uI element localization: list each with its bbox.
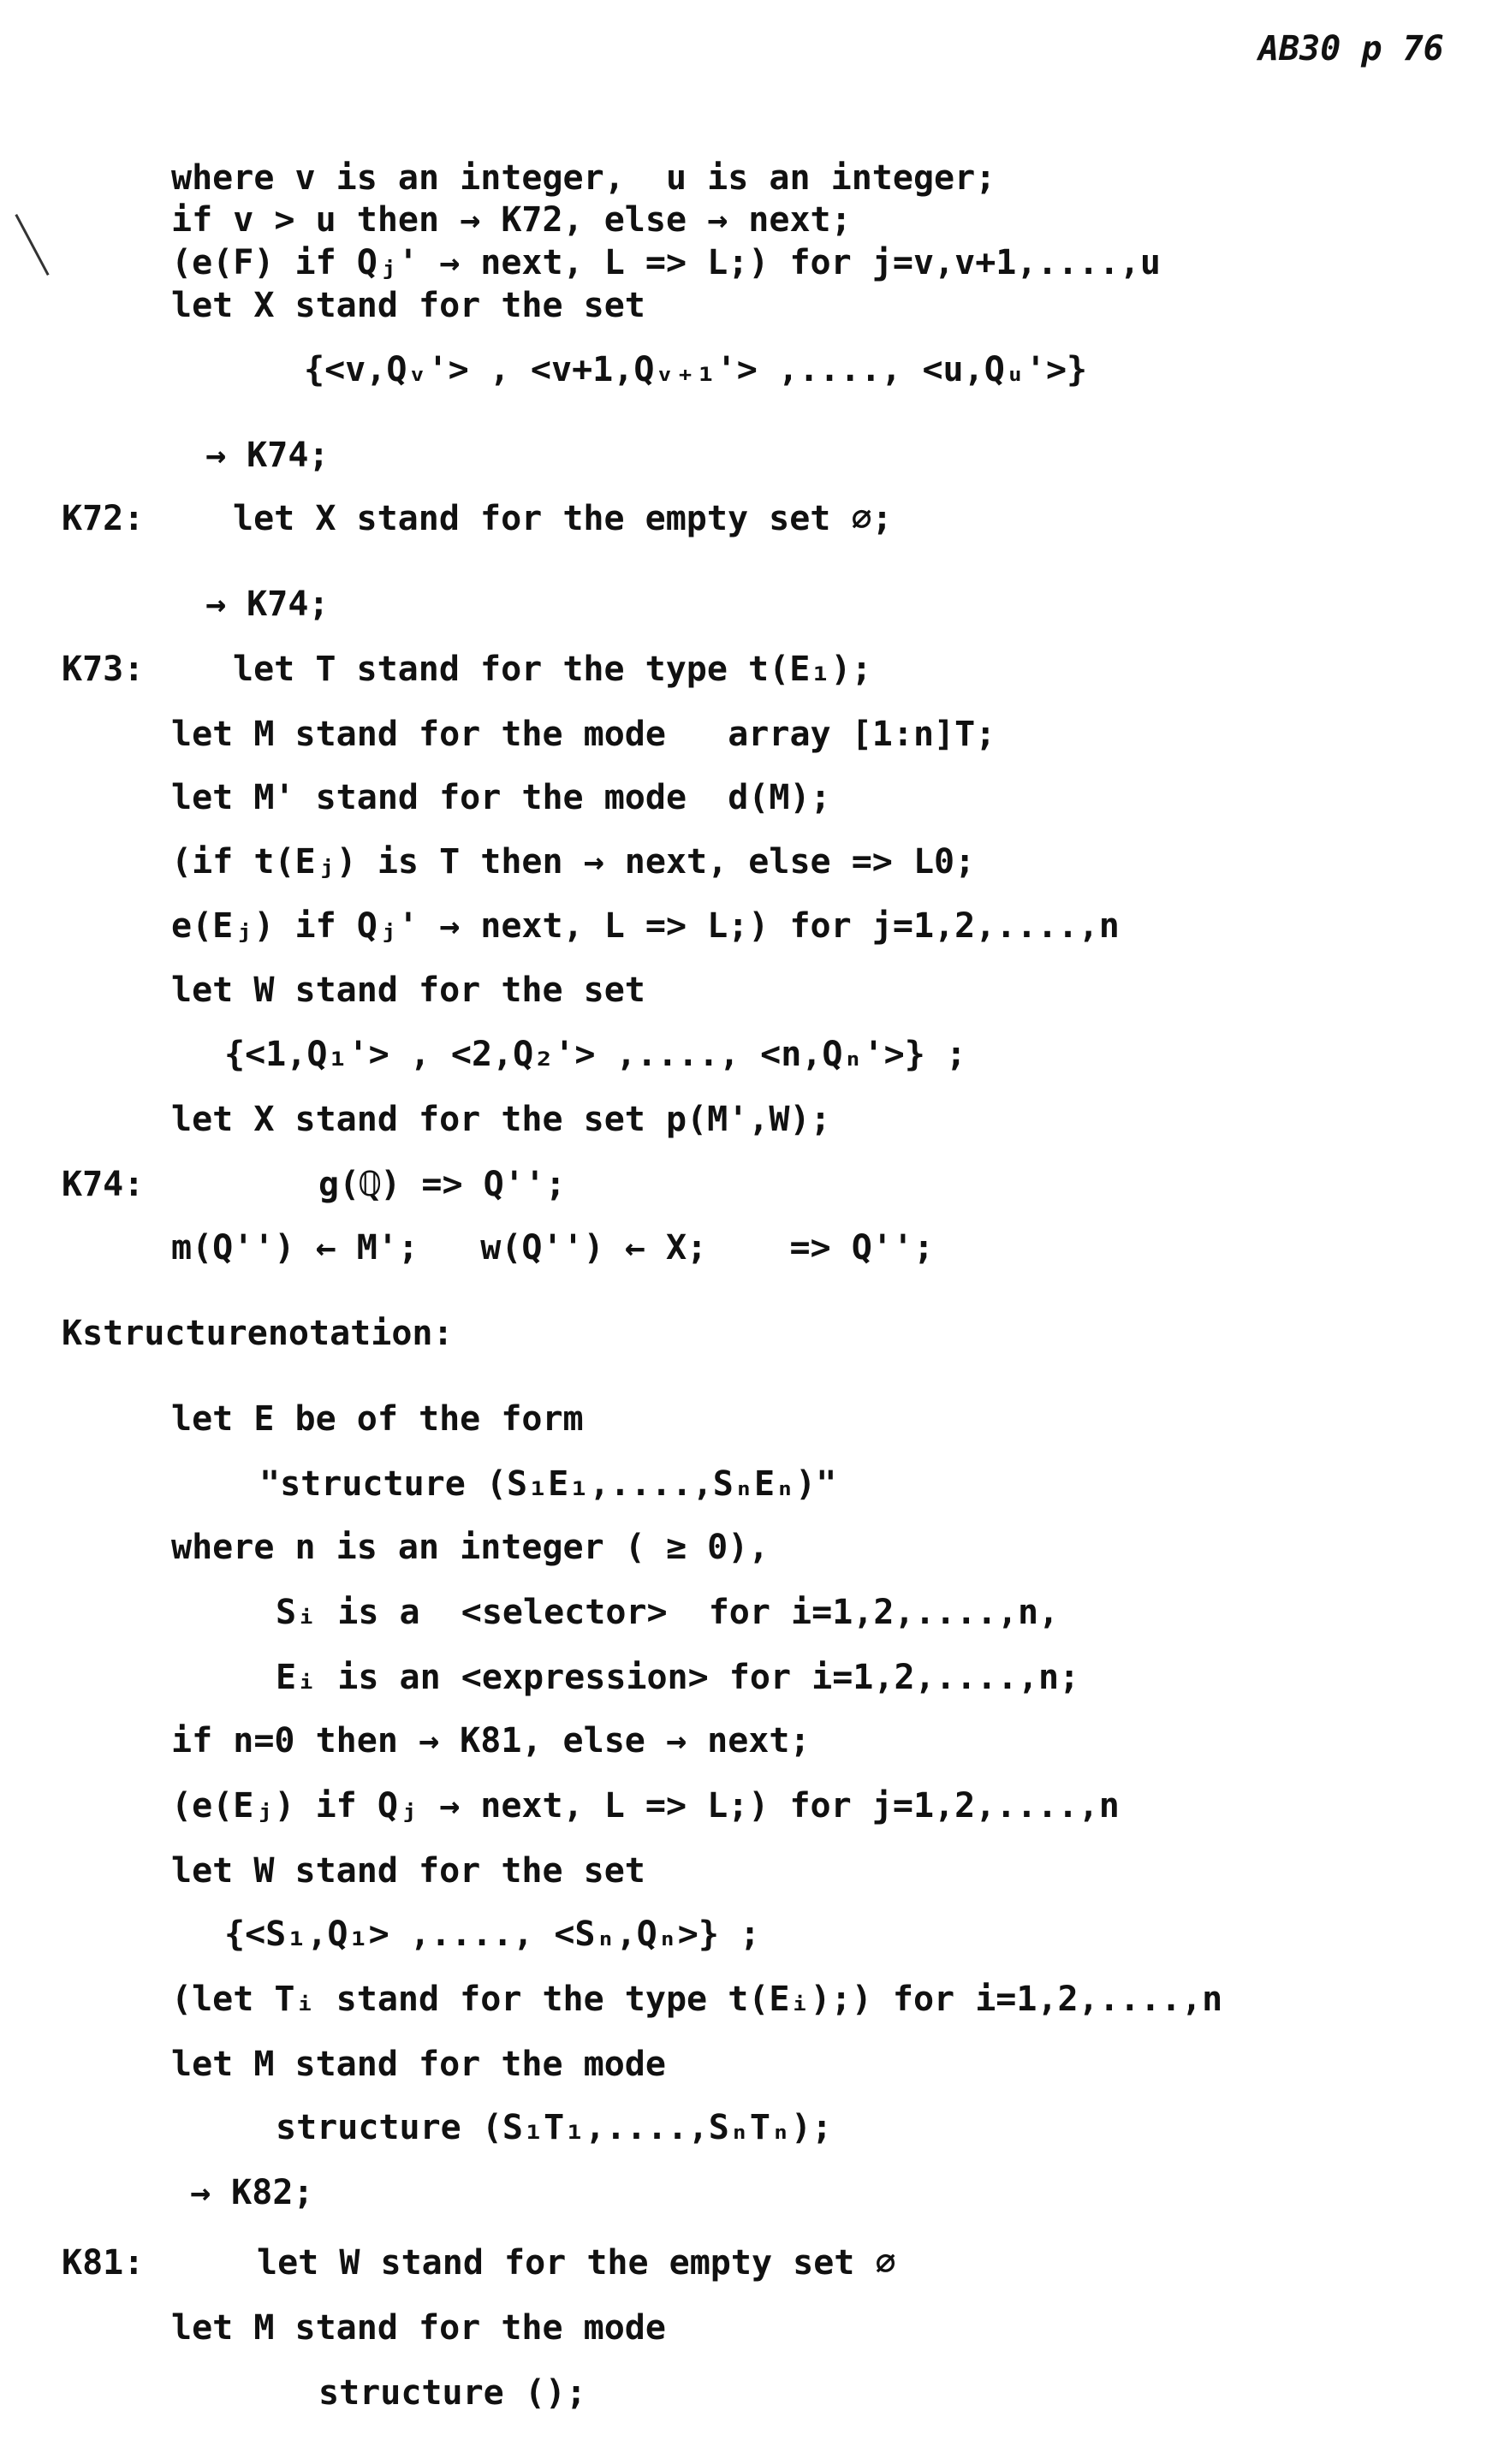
code-line: let M stand for the mode [171,2045,666,2084]
code-line: let M stand for the mode [171,2308,666,2348]
label-k72: K72: [62,499,145,538]
code-line: {<S₁,Q₁> ,...., <Sₙ,Qₙ>} ; [224,1915,761,1954]
code-line: (e(F) if Qⱼ' → next, L => L;) for j=v,v+1,....,u [171,243,1161,282]
section-heading: Kstructurenotation: [62,1314,454,1353]
code-line: "structure (S₁E₁,....,SₙEₙ)" [259,1464,837,1504]
code-line: where v is an integer, u is an integer; [171,158,996,198]
code-line: let X stand for the empty set ∅; [233,499,893,538]
code-line: structure (); [318,2373,587,2413]
label-k81: K81: [62,2243,145,2283]
code-line: → K74; [205,436,330,475]
code-line: if v > u then → K72, else → next; [171,200,852,240]
code-line: let W stand for the empty set ∅ [257,2243,896,2283]
code-line: g(ℚ) => Q''; [318,1165,566,1204]
code-line: let X stand for the set p(M',W); [171,1100,831,1139]
code-line: let X stand for the set [171,286,645,325]
label-k74: K74: [62,1165,145,1204]
code-line: Eᵢ is an <expression> for i=1,2,....,n; [276,1658,1080,1697]
code-line: structure (S₁T₁,....,SₙTₙ); [276,2108,833,2147]
code-line: let M stand for the mode array [1:n]T; [171,715,996,754]
code-line: let E be of the form [171,1399,584,1439]
code-line: let W stand for the set [171,1851,645,1891]
code-line: m(Q'') ← M'; w(Q'') ← X; => Q''; [171,1228,935,1268]
code-line: let T stand for the type t(E₁); [233,650,872,689]
code-line: (let Tᵢ stand for the type t(Eᵢ);) for i=1,2,....,n [171,1980,1223,2019]
code-line: if n=0 then → K81, else → next; [171,1721,811,1760]
page-header: AB30 p 76 [1258,29,1444,68]
code-line: Sᵢ is a <selector> for i=1,2,....,n, [276,1593,1060,1632]
code-line: where n is an integer ( ≥ 0), [171,1528,770,1567]
code-line: let M' stand for the mode d(M); [171,778,831,817]
code-line: (if t(Eⱼ) is T then → next, else => L0; [171,842,976,882]
margin-mark [15,214,49,276]
label-k73: K73: [62,650,145,689]
code-line: e(Eⱼ) if Qⱼ' → next, L => L;) for j=1,2,....,n [171,906,1120,946]
code-line: (e(Eⱼ) if Qⱼ → next, L => L;) for j=1,2,....,n [171,1786,1120,1826]
code-line: → K82; [190,2173,314,2212]
code-line: let W stand for the set [171,971,645,1010]
code-line: {<v,Qᵥ'> , <v+1,Qᵥ₊₁'> ,...., <u,Qᵤ'>} [304,350,1088,389]
code-line: → K74; [205,585,330,624]
code-line: {<1,Q₁'> , <2,Q₂'> ,...., <n,Qₙ'>} ; [224,1035,966,1074]
